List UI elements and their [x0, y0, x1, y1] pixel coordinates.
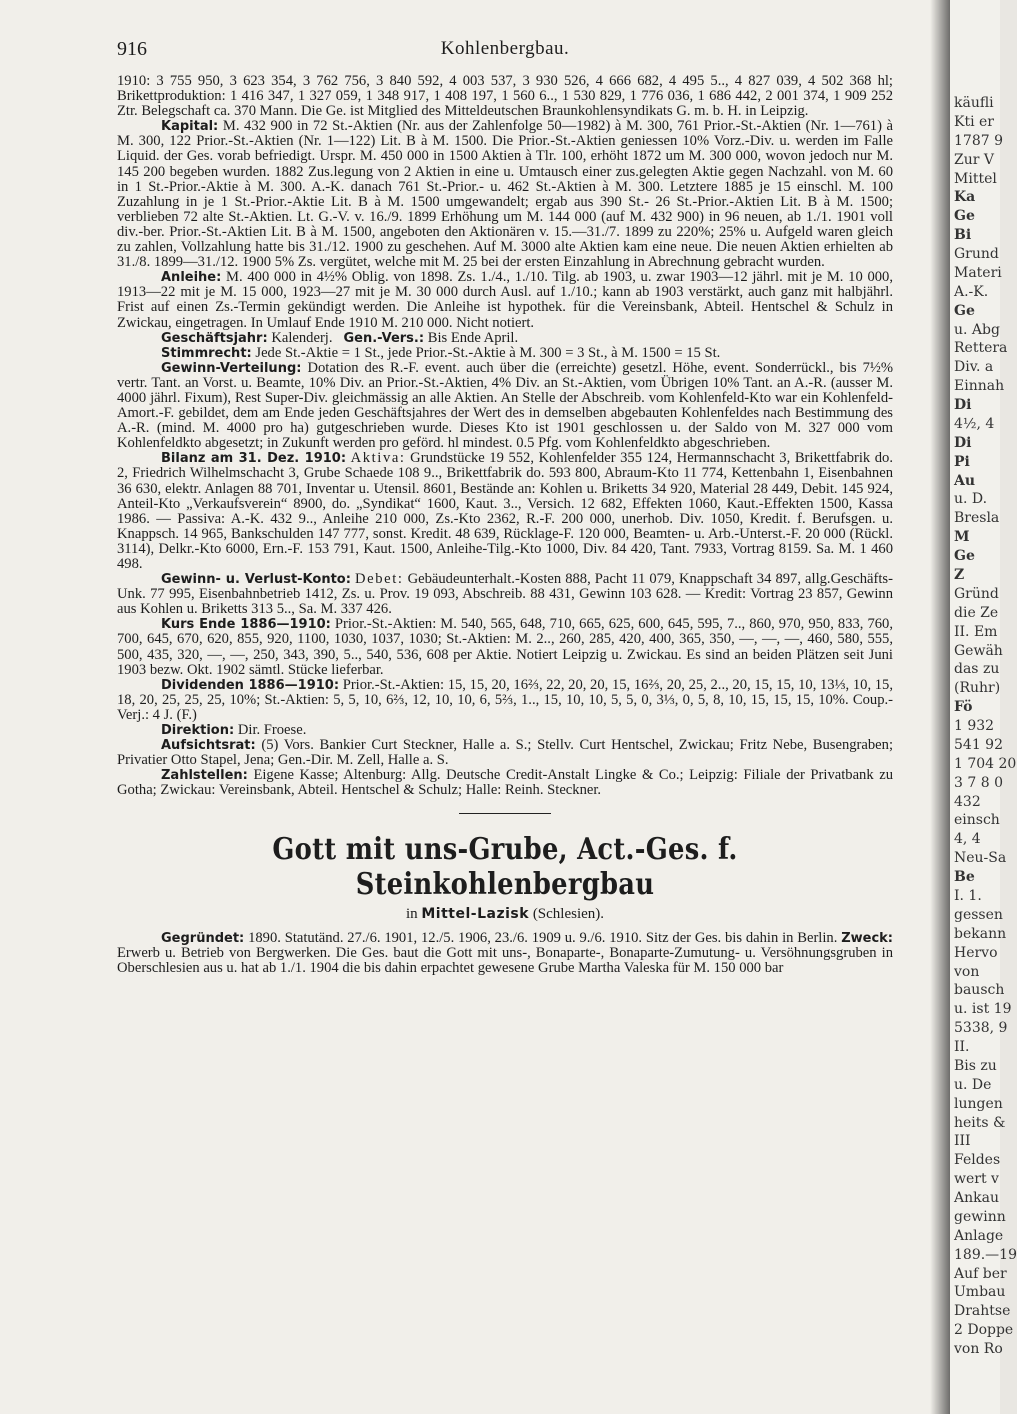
stimmrecht-text: Jede St.-Aktie = 1 St., jede Prior.-St.-Aktie à M. 300 = 3 St., à M. 1500 = 15 St. [255, 344, 721, 361]
adjacent-page-fragment: u. ist 19 [954, 1001, 1012, 1017]
genvers-text: Bis Ende April. [427, 329, 519, 346]
adjacent-page-fragment: 541 92 [954, 737, 1003, 753]
adjacent-page-fragment: I. 1. [954, 888, 982, 904]
adjacent-page-fragment: Kti er [954, 114, 994, 130]
kapital-paragraph [117, 119, 893, 270]
adjacent-page-fragment: 4½, 4 [954, 416, 995, 432]
adjacent-page-fragment: von [954, 964, 980, 980]
bilanz-aktiva-word: Aktiva: [350, 450, 406, 467]
adjacent-page-fragment: Di [954, 435, 972, 451]
adjacent-page-fragment: 2 Doppe [954, 1322, 1014, 1338]
adjacent-page-fragment: 4, 4 [954, 831, 981, 847]
adjacent-page-fragment: 189.—19 [954, 1247, 1017, 1263]
dividenden-paragraph [117, 678, 893, 723]
guv-text: Gebäudeunterhalt.-Kosten 888, Pacht 11 079, Knappschaft 34 897, allg.Geschäfts-Unk. 77 995, Eisenbahnbetrieb 1412, Zs. u. Prov. 19 093, Abschreib. 88 431, Gewinn 103 628. — Kredit: Vortrag 23 857, Gewinn aus Kohlen u. Briketts 313 5.., Sa. M. 337 426. [117, 571, 893, 618]
aufsichtsrat-label: Aufsichtsrat: [161, 738, 256, 754]
adjacent-page-fragment: 1 932 [954, 718, 995, 734]
page-header [117, 38, 893, 66]
adjacent-page-fragment: Grund [954, 246, 999, 262]
adjacent-page-fragment: III [954, 1133, 971, 1149]
adjacent-page-fragment: Einnah [954, 378, 1005, 394]
adjacent-page-fragment: u. De [954, 1077, 992, 1093]
kapital-text: M. 432 900 in 72 St.-Aktien (Nr. aus der Zahlenfolge 50—1982) à M. 300, 761 Prior.-St.-Aktien (Nr. 1—761) à M. 300, 122 Prior.-St.-Aktien (Nr. 1—122) Lit. B à M. 1500. Die Prior.-St.-Aktien geniessen 10% Vorz.-Div. u. werden im Falle Liquid. der Ges. vorab befriedigt. Urspr. M. 450 000 in 1500 Aktien à Tlr. 100, erhöht 1872 um M. 300 000, wovon jedoch nur M. 145 200 begeben wurden. 1882 Zus.legung von 2 Aktien in eine u. Umtausch einer zus.gelegten Aktie gegen Nachzahl. von M. 60 in 1 St.-Prior.-Aktie à M. 300. A.-K. danach 761 St.-Prior.- u. 462 St.-Aktien à M. 300. Letztere 1885 je 15 einschl. M. 100 Zuzahlung in je 1 St.-Prior.-Aktie Lit. B à M. 1500 umgewandelt; ergab aus 390 St.- 26 St.-Prior.-Aktien Lit. B à M. 1500; verblieben 72 alte St.-Aktien. Lt. G.-V. v. 16./9. 1899 Erhöhung um M. 144 000 (auf M. 432 900) in 96 neuen, ab 1./1. 1901 voll div.-ber. Prior.-St.-Aktien Lit. B à M. 1500, angeboten den Aktionären v. 15.—31./7. 1899 zu 220%; 25% u. Aufgeld waren gleich zu zahlen, Vollzahlung hatte bis 31./12. 1900 zu geschehen. Auf M. 3000 alte Aktien kam eine neue. Die neuen Aktien erhielten ab 31./8. 1899—31./12. 1900 5% Zs. vergütet, welche mit M. 25 bei der ersten Einzahlung in Abrechnung gebracht wurden. [117, 118, 894, 271]
geschaeftsjahr-paragraph [117, 331, 893, 346]
adjacent-page-fragment: u. D. [954, 491, 988, 507]
geschaeftsjahr-text: Kalenderj. [271, 329, 333, 346]
aufsichtsrat-paragraph [117, 738, 893, 768]
adjacent-page-fragment: Ge [954, 303, 975, 319]
adjacent-page-fragment: Umbau [954, 1284, 1006, 1300]
zahlstellen-text: Eigene Kasse; Altenburg: Allg. Deutsche Credit-Anstalt Lingke & Co.; Leipzig: Filiale der Privatbank zu Gotha; Zwickau: Vereinsbank, Abteil. Hentschel & Schulz; Halle: Reinh. Steckner. [117, 767, 893, 799]
adjacent-page-fragment: Bi [954, 227, 972, 243]
direktion-paragraph [117, 723, 893, 738]
adjacent-page-fragment: Ka [954, 189, 976, 205]
anleihe-text: M. 400 000 in 4½% Oblig. von 1898. Zs. 1./4., 1./10. Tilg. ab 1903, u. zwar 1903—12 jährl. mit je M. 10 000, 1913—22 mit je M. 15 000, 1923—27 mit je M. 30 000 durch Ausl. auf 1./10.; kann ab 1903 verstärkt, auch ganz mit halbjährl. Frist auf einen Zs.-Termin gekündigt werden. Die Anleihe ist hypothek. für die Vereinsbank, Abteil. Hentschel & Schulz in Zwickau, eingetragen. In Umlauf Ende 1910 M. 210 000. Nicht notiert. [117, 269, 893, 331]
anleihe-label: Anleihe: [161, 270, 222, 286]
adjacent-page-fragment: Fö [954, 699, 973, 715]
adjacent-page-fragment: 1 704 20 [954, 756, 1017, 772]
adjacent-page-fragment: Zur V [954, 152, 994, 168]
adjacent-page-fragment: Au [954, 473, 976, 489]
adjacent-page-fragment: Rettera [954, 340, 1008, 356]
adjacent-page-fragment: bekann [954, 926, 1007, 942]
adjacent-page-fragment: Materi [954, 265, 1002, 281]
adjacent-page-fragment: u. Abg [954, 322, 1000, 338]
company-title: Gott mit uns-Grube, Act.-Ges. f. Steinkohlenbergbau [272, 831, 738, 902]
direktion-text: Dir. Froese. [237, 722, 307, 739]
section-divider [459, 813, 551, 814]
adjacent-page-fragment: Feldes [954, 1152, 1001, 1168]
adjacent-page-fragment: Auf ber [954, 1266, 1007, 1282]
adjacent-page-fragment: Gründ [954, 586, 999, 602]
adjacent-page-fragment: das zu [954, 661, 1000, 677]
zahlstellen-paragraph [117, 768, 893, 798]
adjacent-page-fragment: Z [954, 567, 965, 583]
adjacent-page-fragment: 5338, 9 [954, 1020, 1008, 1036]
text-column [117, 74, 893, 976]
adjacent-page-fragment: gessen [954, 907, 1003, 923]
geschaeftsjahr-label: Geschäftsjahr: [161, 330, 268, 346]
genvers-label: Gen.-Vers.: [343, 330, 425, 346]
adjacent-page-fragment: bausch [954, 982, 1005, 998]
guv-label: Gewinn- u. Verlust-Konto: [161, 572, 351, 588]
gewinnverteilung-text: Dotation des R.-F. event. auch über die (erreichte) gesetzl. Höhe, event. Sonderrückl., bis 7½% vertr. Tant. an Vorst. u. Beamte, 10% Div. an Prior.-St.-Aktien, 4% Div. an St.-Aktien, vom Übrigen 10% Tant. an A.-R. (ausser M. 4000 jährl. Fixum), Rest Super-Div. gleichmässig an alle Aktien. An Stelle der Abschreib. vom Kohlenfeld-Kto war ein Kohlenfeld-Amort.-F. gebildet, dem am Ende jeden Geschäftsjahres der Wert des in demselben abgebauten Kohlenfeldes nach Bestimmung des A.-R. (mind. M. 4000 pro ha) gutgeschrieben wurde. Dieses Kto ist 1901 geschlossen u. der Saldo von M. 327 000 vom Kohlenfeldkto abgesetzt; in Zukunft werden pro geförd. hl mindest. 0.5 Pfg. vom Kohlenfeldkto abgeschrieben. [117, 359, 893, 452]
dividenden-label: Dividenden 1886—1910: [161, 677, 340, 693]
adjacent-page-fragment: Pi [954, 454, 970, 470]
adjacent-page-fragment: Bresla [954, 510, 1000, 526]
adjacent-page-fragment: Ge [954, 208, 975, 224]
adjacent-page-fragment: A.-K. [954, 284, 989, 300]
kurs-label: Kurs Ende 1886—1910: [161, 617, 331, 633]
kapital-label: Kapital: [161, 119, 219, 135]
kurs-text: Prior.-St.-Aktien: M. 540, 565, 648, 710, 665, 625, 600, 645, 595, 7.., 860, 970, 950, 833, 760, 700, 645, 670, 620, 855, 920, 1100, 1030, 1037, 1030; St.-Aktien: M. 2.., 260, 285, 420, 400, 365, 350, —, —, —, 460, 580, 555, 500, 435, 320, —, —, 250, 343, 390, 5.., 540, 536, 608 per Aktie. Notiert Leipzig u. Zwickau. Es sind an beiden Plätzen seit Juni 1903 bezw. Okt. 1902 sämtl. Stücke lieferbar. [117, 616, 893, 678]
production-paragraph: 1910: 3 755 950, 3 623 354, 3 762 756, 3 840 592, 4 003 537, 3 930 526, 4 666 682, 4 495 5.., 4 827 039, 4 502 368 hl; Brikettproduktion: 1 416 347, 1 327 059, 1 348 917, 1 408 197, 1 560 6.., 1 530 829, 1 776 036, 1 686 442, 2 001 374, 1 909 252 Ztr. Belegschaft ca. 370 Mann. Die Ge. ist Mitglied des Mitteldeutschen Braunkohlensyndikats G. m. b. H. in Leipzig. [117, 73, 893, 120]
gegruendet-text: 1890. Statutänd. 27./6. 1901, 12./5. 1906, 23./6. 1909 u. 9./6. 1910. Sitz der Ges. bis dahin in Berlin. [248, 929, 838, 946]
adjacent-page-fragment: Di [954, 397, 972, 413]
kurs-paragraph [117, 617, 893, 677]
aufsichtsrat-text: (5) Vors. Bankier Curt Steckner, Halle a. S.; Stellv. Curt Hentschel, Zwickau; Fritz Nebe, Busengraben; Privatier Otto Stapel, Jena; Gen.-Dir. M. Zell, Halle a. S. [117, 737, 893, 769]
adjacent-page-fragment: lungen [954, 1096, 1003, 1112]
location-suffix: (Schlesien). [532, 905, 605, 922]
adjacent-page-fragment: Neu-Sa [954, 850, 1007, 866]
anleihe-paragraph [117, 270, 893, 330]
adjacent-page-fragment: käufli [954, 95, 994, 111]
bilanz-label: Bilanz am 31. Dez. 1910: [161, 451, 347, 467]
adjacent-page-fragment: Div. a [954, 359, 994, 375]
adjacent-page-fragment: Ge [954, 548, 975, 564]
adjacent-page-fragment: einsch [954, 812, 1000, 828]
guv-debet-word: Debet: [355, 571, 404, 588]
gewinnverteilung-label: Gewinn-Verteilung: [161, 360, 302, 376]
adjacent-page-strip [950, 0, 1017, 1414]
adjacent-page-fragment: 1787 9 [954, 133, 1003, 149]
bilanz-paragraph [117, 451, 893, 572]
page-gutter-shadow [930, 0, 950, 1414]
gegruendet-label: Gegründet: [161, 930, 245, 946]
bilanz-text: Grundstücke 19 552, Kohlenfelder 355 124, Hermannschacht 3, Brikettfabrik do. 2, Friedrich Wilhelmschacht 3, Grube Schaede 108 9.., Brikettfabrik do. 593 800, Abraum-Kto 11 774, Kettenbahn 1, Eisenbahnen 36 630, elektr. Anlagen 88 701, Inventar u. Utensil. 8601, Bestände an: Kohlen u. Briketts 34 920, Material 28 449, Debit. 145 924, Anteil-Kto „Verkaufsverein“ 8900, do. „Syndikat“ 1600, Kaut. 3.., Versich. 12 682, Effekten 1060, Kaut.-Effekten 1500, Kassa 1986. — Passiva: A.-K. 432 9.., Anleihe 210 000, Zs.-Kto 2362, R.-F. 200 000, unerhob. Div. 1050, Kredit. f. Berufsgen. u. Knappsch. 14 965, Bankschulden 147 777, sonst. Kredit. 48 639, Rücklage-F. 120 000, Beamten- u. Arb.-Unterst.-F. 20 000 (Rückl. 3114), Delkr.-Kto 6000, Ern.-F. 153 791, Kaut. 1500, Anleihe-Tilg.-Kto 1000, Div. 84 420, Tant. 7933, Vortrag 8159. Sa. M. 1 460 498. [117, 450, 894, 572]
zweck-label: Zweck: [841, 930, 893, 946]
stimmrecht-paragraph [117, 346, 893, 361]
direktion-label: Direktion: [161, 723, 235, 739]
location-place: Mittel-Lazisk [421, 905, 530, 922]
adjacent-page-fragment: Mittel [954, 171, 997, 187]
adjacent-page-fragment: Drahtse [954, 1303, 1011, 1319]
gegruendet-paragraph [117, 931, 893, 976]
location-prefix: in [405, 905, 418, 922]
guv-paragraph [117, 572, 893, 617]
adjacent-page-fragment: (Ruhr) [954, 680, 1001, 696]
adjacent-page-fragment: wert v [954, 1171, 999, 1187]
adjacent-page-fragment: II. Em [954, 624, 998, 640]
adjacent-page-fragment: die Ze [954, 605, 999, 621]
adjacent-page-fragment: 3 7 8 0 [954, 775, 1003, 791]
adjacent-page-fragment: 432 [954, 794, 981, 810]
gewinnverteilung-paragraph [117, 361, 893, 452]
adjacent-page-fragment: II. [954, 1039, 970, 1055]
adjacent-page-fragment: von Ro [954, 1341, 1003, 1357]
adjacent-page-fragment: Be [954, 869, 975, 885]
adjacent-page-fragment: gewinn [954, 1209, 1006, 1225]
page-number: 916 [117, 38, 147, 60]
stimmrecht-label: Stimmrecht: [161, 345, 252, 361]
running-title: Kohlenbergbau. [440, 38, 570, 59]
dividenden-text: Prior.-St.-Aktien: 15, 15, 20, 16⅔, 22, 20, 20, 15, 16⅔, 20, 25, 2.., 20, 15, 15, 10, 13⅓, 10, 15, 18, 20, 25, 25, 25, 10%; St.-Aktien: 5, 5, 10, 6⅔, 12, 10, 10, 6, 5⅔, 1.., 15, 10, 10, 5, 5, 0, 3⅓, 0, 5, 8, 10, 15, 15, 15, 10%. Coup.-Verj.: 4 J. (F.) [117, 676, 893, 723]
adjacent-page-fragment: Gewäh [954, 643, 1003, 659]
adjacent-page-fragment: Ankau [954, 1190, 999, 1206]
company-location [117, 906, 893, 923]
adjacent-page-fragment: M [954, 529, 970, 545]
zahlstellen-label: Zahlstellen: [161, 768, 248, 784]
adjacent-page-fragment: Anlage [954, 1228, 1004, 1244]
adjacent-page-fragment: heits & [954, 1115, 1006, 1131]
adjacent-page-fragment: Bis zu [954, 1058, 997, 1074]
adjacent-page-fragment: Hervo [954, 945, 998, 961]
zweck-text: Erwerb u. Betrieb von Bergwerken. Die Ges. baut die Gott mit uns-, Bonaparte-, Bonaparte-Zumutung- u. Versöhnungsgruben in Oberschlesien aus u. hat ab 1./1. 1904 die bis dahin erpachtet gewesene Grube Martha Valeska für M. 150 000 bar [117, 944, 893, 976]
